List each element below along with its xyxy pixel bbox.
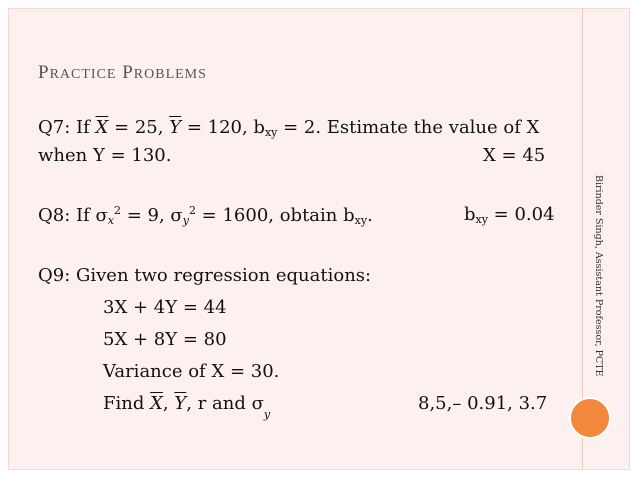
title-cap-2: P xyxy=(122,62,134,83)
q9-eq2: 5X + 8Y = 80 xyxy=(103,329,227,350)
q9-eq1: 3X + 4Y = 44 xyxy=(103,297,227,318)
author-credit: Birinder Singh, Assistant Professor, PCTE xyxy=(593,175,604,377)
q9-variance: Variance of X = 30. xyxy=(103,361,280,382)
q8-line: Q8: If $\sigma_x^2 = 9$, $\sigma_y^2 = 1600$, obtain $b_{xy}$. xyxy=(38,204,373,227)
q9-line1: Q9: Given two regression equations: xyxy=(38,265,372,286)
slide-title xyxy=(38,62,207,84)
x-bar: $\overline{X}$ xyxy=(150,393,163,414)
y-bar: $\overline{Y}$ xyxy=(169,117,182,138)
x-bar: $\overline{X}$ xyxy=(95,117,109,138)
q7-answer: X = 45 xyxy=(483,145,546,166)
q7-line2: when Y = 130. xyxy=(38,145,172,166)
q9-answer: 8,5,– 0.91, 3.7 xyxy=(418,393,548,414)
q9-find: Find $\overline{X}$, $\overline{Y}$, r and $\sigma_y$ xyxy=(103,393,271,421)
decorative-circle xyxy=(569,397,611,439)
q7-line1: Q7: If $\overline{X} = 25$, $\overline{Y} = 120$, $b_{xy} = 2$. Estimate the value of X xyxy=(38,117,540,139)
title-rest-1: RACTICE xyxy=(49,67,117,82)
q8-answer: $b_{xy} = 0.04$ xyxy=(464,204,555,226)
title-cap-1: P xyxy=(38,62,50,83)
y-bar: $\overline{Y}$ xyxy=(174,393,187,414)
title-rest-2: ROBLEMS xyxy=(133,67,207,82)
